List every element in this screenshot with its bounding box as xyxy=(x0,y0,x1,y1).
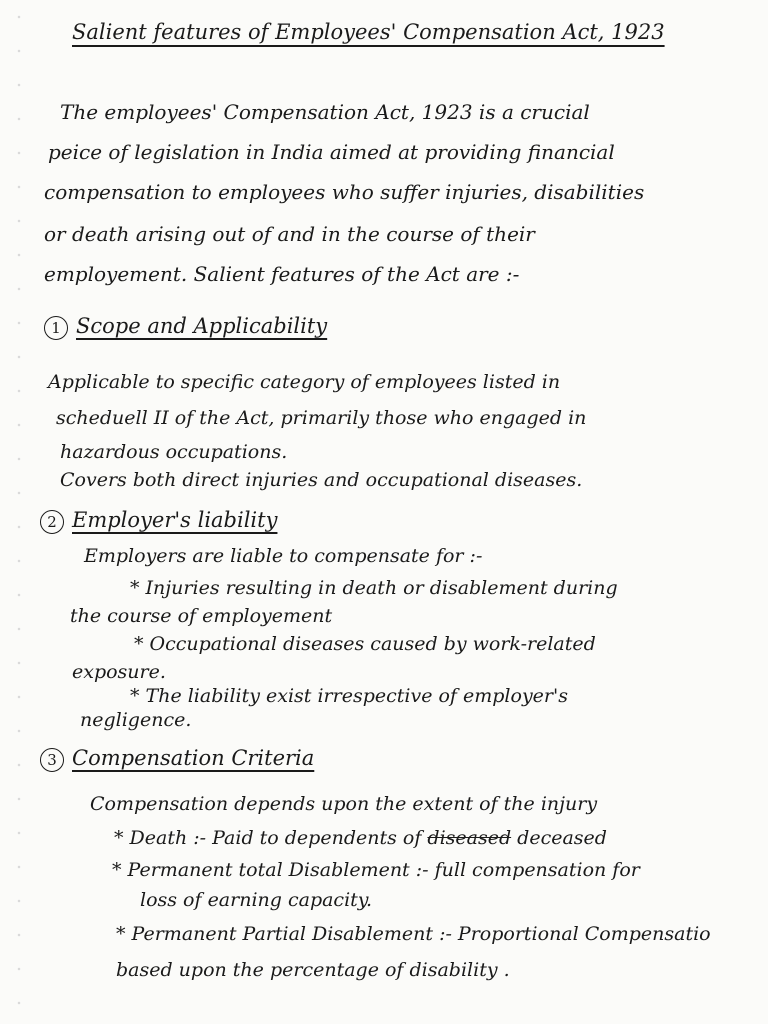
section-number-badge: 2 xyxy=(40,510,64,534)
struck-out-word: diseased xyxy=(427,827,512,849)
section-1-heading: Scope and Applicability xyxy=(76,314,328,338)
section-3-line-6: based upon the percentage of disability . xyxy=(116,959,510,981)
page-title: Salient features of Employees' Compensation Act, 1923 xyxy=(72,20,665,44)
section-2-line-6: * The liability exist irrespective of employer's xyxy=(130,685,568,707)
section-2-header xyxy=(40,508,277,534)
section-3-line-3: * Permanent total Disablement :- full compensation for xyxy=(112,859,640,881)
death-item-text: * Death :- Paid to dependents of xyxy=(114,827,422,849)
section-1-line-2: scheduell II of the Act, primarily those who engaged in xyxy=(56,407,587,429)
page-margin xyxy=(14,0,24,1024)
section-1-line-3: hazardous occupations. xyxy=(60,441,288,463)
intro-line-4: or death arising out of and in the course of their xyxy=(44,222,535,246)
section-2-line-2: * Injuries resulting in death or disablement during xyxy=(130,577,618,599)
section-2-line-1: Employers are liable to compensate for :- xyxy=(84,545,483,567)
section-3-line-5: * Permanent Partial Disablement :- Proportional Compensatio xyxy=(116,923,711,945)
death-item-tail: deceased xyxy=(517,827,607,849)
section-3-heading: Compensation Criteria xyxy=(72,746,315,770)
section-number-badge: 3 xyxy=(40,748,64,772)
intro-line-5: employement. Salient features of the Act are :- xyxy=(44,262,520,286)
section-1-line-4: Covers both direct injuries and occupational diseases. xyxy=(60,469,583,491)
section-1-line-1: Applicable to specific category of employees listed in xyxy=(48,371,561,393)
section-3-line-4: loss of earning capacity. xyxy=(140,889,373,911)
section-2-line-3: the course of employement xyxy=(70,605,333,627)
section-3-line-1: Compensation depends upon the extent of the injury xyxy=(90,793,598,815)
section-2-line-4: * Occupational diseases caused by work-related xyxy=(134,633,596,655)
intro-line-1: The employees' Compensation Act, 1923 is a crucial xyxy=(60,100,590,124)
intro-line-2: peice of legislation in India aimed at providing financial xyxy=(48,140,615,164)
section-3-header xyxy=(40,746,314,772)
section-2-line-7: negligence. xyxy=(80,709,192,731)
section-2-heading: Employer's liability xyxy=(72,508,278,532)
section-1-header xyxy=(44,314,327,340)
section-2-line-5: exposure. xyxy=(72,661,166,683)
intro-line-3: compensation to employees who suffer injuries, disabilities xyxy=(44,180,645,204)
section-3-line-2 xyxy=(114,826,607,850)
section-number-badge: 1 xyxy=(44,316,68,340)
